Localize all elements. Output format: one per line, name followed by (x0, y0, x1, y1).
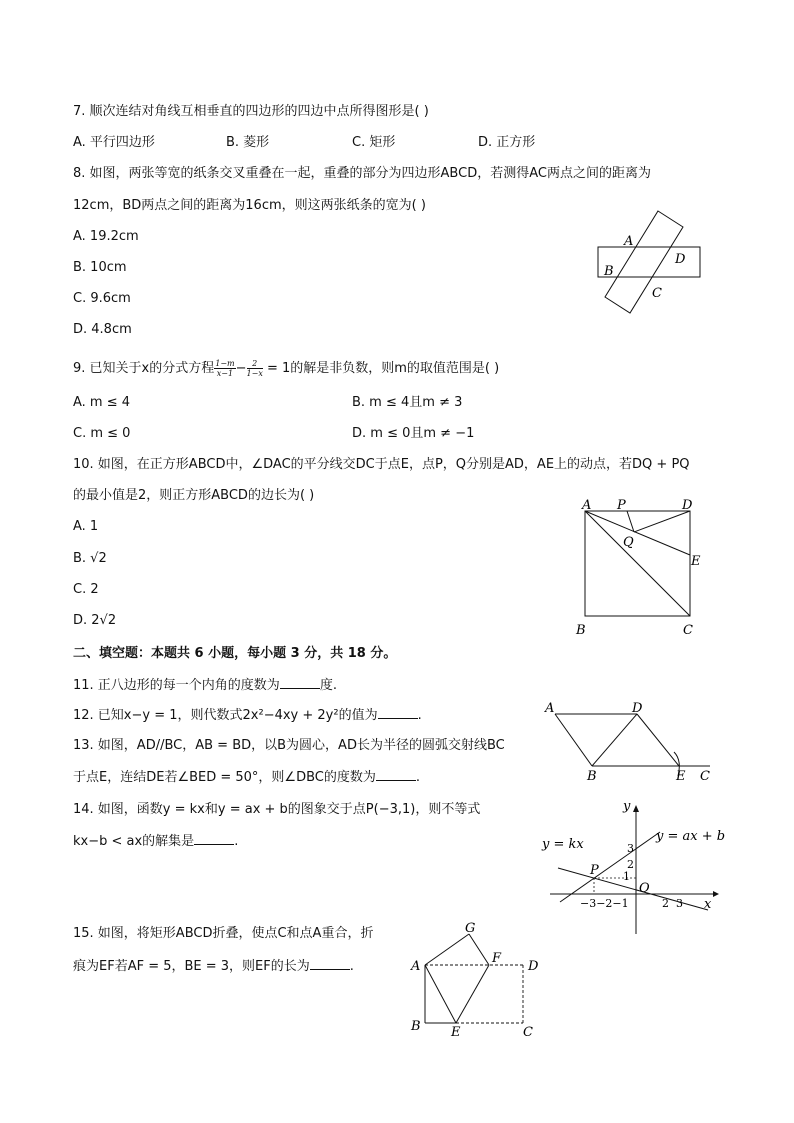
q8-option-c: C. 9.6cm (73, 291, 131, 306)
q10-figure (572, 495, 712, 640)
q13-stem-line2-before: 于点E，连结DE若∠BED = 50°，则∠DBC的度数为 (73, 770, 376, 785)
q14-y-tick-1: 1 (623, 870, 630, 883)
q15-label-f: F (492, 951, 502, 966)
q15-label-d: D (528, 959, 539, 974)
q9-frac2-denominator: 1−x (246, 369, 263, 378)
q9-stem-end: = 1的解是非负数，则m的取值范围是( ) (262, 361, 500, 376)
q9-stem (73, 359, 499, 378)
q13-label-a: A (545, 701, 555, 716)
q15-label-c: C (523, 1025, 533, 1040)
q13-answer-blank[interactable] (376, 768, 416, 781)
q11-stem (73, 676, 337, 695)
q9-frac2-numerator: 2 (247, 359, 263, 369)
q9-option-a: A. m ≤ 4 (73, 395, 131, 410)
q15-stem-line2 (73, 957, 354, 976)
q13-label-b: B (587, 769, 597, 784)
q12-stem-after: . (417, 708, 422, 723)
q13-stem-line1: 13. 如图，AD//BC，AB = BD，以B为圆心，AD长为半径的圆弧交射线BC (73, 738, 505, 753)
q10-label-d: D (682, 498, 693, 513)
q14-line-axb-label: y = ax + b (656, 829, 726, 844)
q14-y-tick-3: 3 (627, 842, 634, 855)
q8-option-b: B. 10cm (73, 260, 127, 275)
q9-minus: − (235, 361, 247, 376)
q7-option-b: B. 菱形 (226, 135, 270, 150)
q8-stem-line1: 8. 如图，两张等宽的纸条交叉重叠在一起，重叠的部分为四边形ABCD，若测得AC两点之间的距离为 (73, 166, 651, 181)
q7-option-a: A. 平行四边形 (73, 135, 155, 150)
q14-y-tick-2: 2 (627, 858, 634, 871)
q8-label-d: D (675, 252, 686, 267)
q11-stem-after: 度. (319, 678, 337, 693)
q14-x-axis-label: x (704, 897, 712, 912)
q14-stem-line2 (73, 832, 238, 851)
q12-answer-blank[interactable] (378, 706, 418, 719)
q12-stem (73, 706, 422, 725)
q7-stem: 7. 顺次连结对角线互相垂直的四边形的四边中点所得图形是( ) (73, 104, 429, 119)
q10-option-b: B. √2 (73, 551, 107, 566)
q9-option-c: C. m ≤ 0 (73, 426, 131, 441)
q7-option-c: C. 矩形 (352, 135, 396, 150)
q9-fraction-1 (214, 359, 235, 378)
q7-option-d: D. 正方形 (478, 135, 536, 150)
q15-label-g: G (465, 921, 476, 936)
q14-line-kx-label: y = kx (542, 837, 584, 852)
q12-stem-before: 12. 已知x−y = 1，则代数式2x²−4xy + 2y²的值为 (73, 708, 378, 723)
q10-option-a: A. 1 (73, 519, 99, 534)
q11-answer-blank[interactable] (280, 676, 320, 689)
q15-label-b: B (411, 1019, 421, 1034)
section-2-title: 二、填空题：本题共 6 小题，每小题 3 分，共 18 分。 (73, 646, 397, 661)
q15-label-a: A (411, 959, 421, 974)
q14-y-axis-label: y (623, 799, 631, 814)
q8-option-d: D. 4.8cm (73, 322, 132, 337)
q10-stem-line1: 10. 如图，在正方形ABCD中，∠DAC的平分线交DC于点E，点P，Q分别是AD，AE上的动点，若DQ + PQ (73, 457, 690, 472)
q10-label-b: B (576, 623, 586, 638)
q8-figure (590, 205, 710, 320)
q15-stem-line2-after: . (349, 959, 354, 974)
q8-label-b: B (604, 264, 614, 279)
q13-label-e: E (676, 769, 686, 784)
q9-stem-start: 9. 已知关于x的分式方程 (73, 361, 215, 376)
q14-x-tick-3: 3 (676, 897, 683, 910)
q15-figure (405, 918, 555, 1043)
q13-label-c: C (700, 769, 710, 784)
q13-label-d: D (632, 701, 643, 716)
q15-stem-line1: 15. 如图，将矩形ABCD折叠，使点C和点A重合，折 (73, 926, 374, 941)
q10-label-c: C (683, 623, 693, 638)
q9-option-d: D. m ≤ 0且m ≠ −1 (352, 426, 475, 441)
q11-stem-before: 11. 正八边形的每一个内角的度数为 (73, 678, 280, 693)
q15-stem-line2-before: 痕为EF若AF = 5，BE = 3，则EF的长为 (73, 959, 310, 974)
q14-origin-label: O (639, 881, 650, 896)
q14-x-tick-2: 2 (662, 897, 669, 910)
q9-frac1-numerator: 1−m (215, 359, 235, 368)
q13-figure (540, 698, 720, 788)
q9-frac1-denominator: x−1 (216, 369, 234, 378)
q9-fraction-2 (247, 359, 263, 378)
q15-answer-blank[interactable] (310, 957, 350, 970)
q10-option-d: D. 2√2 (73, 613, 117, 628)
q14-stem-line1: 14. 如图，函数y = kx和y = ax + b的图象交于点P(−3,1)，则不等式 (73, 802, 481, 817)
q14-stem-line2-before: kx−b < ax的解集是 (73, 834, 195, 849)
q9-option-b: B. m ≤ 4且m ≠ 3 (352, 395, 463, 410)
q10-option-c: C. 2 (73, 582, 99, 597)
q14-answer-blank[interactable] (194, 832, 234, 845)
q10-label-a: A (582, 498, 592, 513)
q14-figure (538, 798, 728, 938)
q10-label-p: P (617, 498, 626, 513)
q15-label-e: E (451, 1025, 461, 1040)
q13-stem-line2 (73, 768, 420, 787)
q8-label-c: C (652, 286, 662, 301)
q8-stem-line2: 12cm，BD两点之间的距离为16cm，则这两张纸条的宽为( ) (73, 198, 426, 213)
q8-label-a: A (624, 234, 634, 249)
q10-label-q: Q (623, 535, 634, 550)
q14-x-ticks-negative: −3−2−1 (580, 897, 629, 910)
q14-stem-line2-after: . (234, 834, 239, 849)
q10-label-e: E (691, 554, 701, 569)
q14-point-p-label: P (590, 863, 599, 878)
q8-option-a: A. 19.2cm (73, 229, 139, 244)
q13-stem-line2-after: . (415, 770, 421, 785)
q10-stem-line2: 的最小值是2，则正方形ABCD的边长为( ) (73, 488, 315, 503)
